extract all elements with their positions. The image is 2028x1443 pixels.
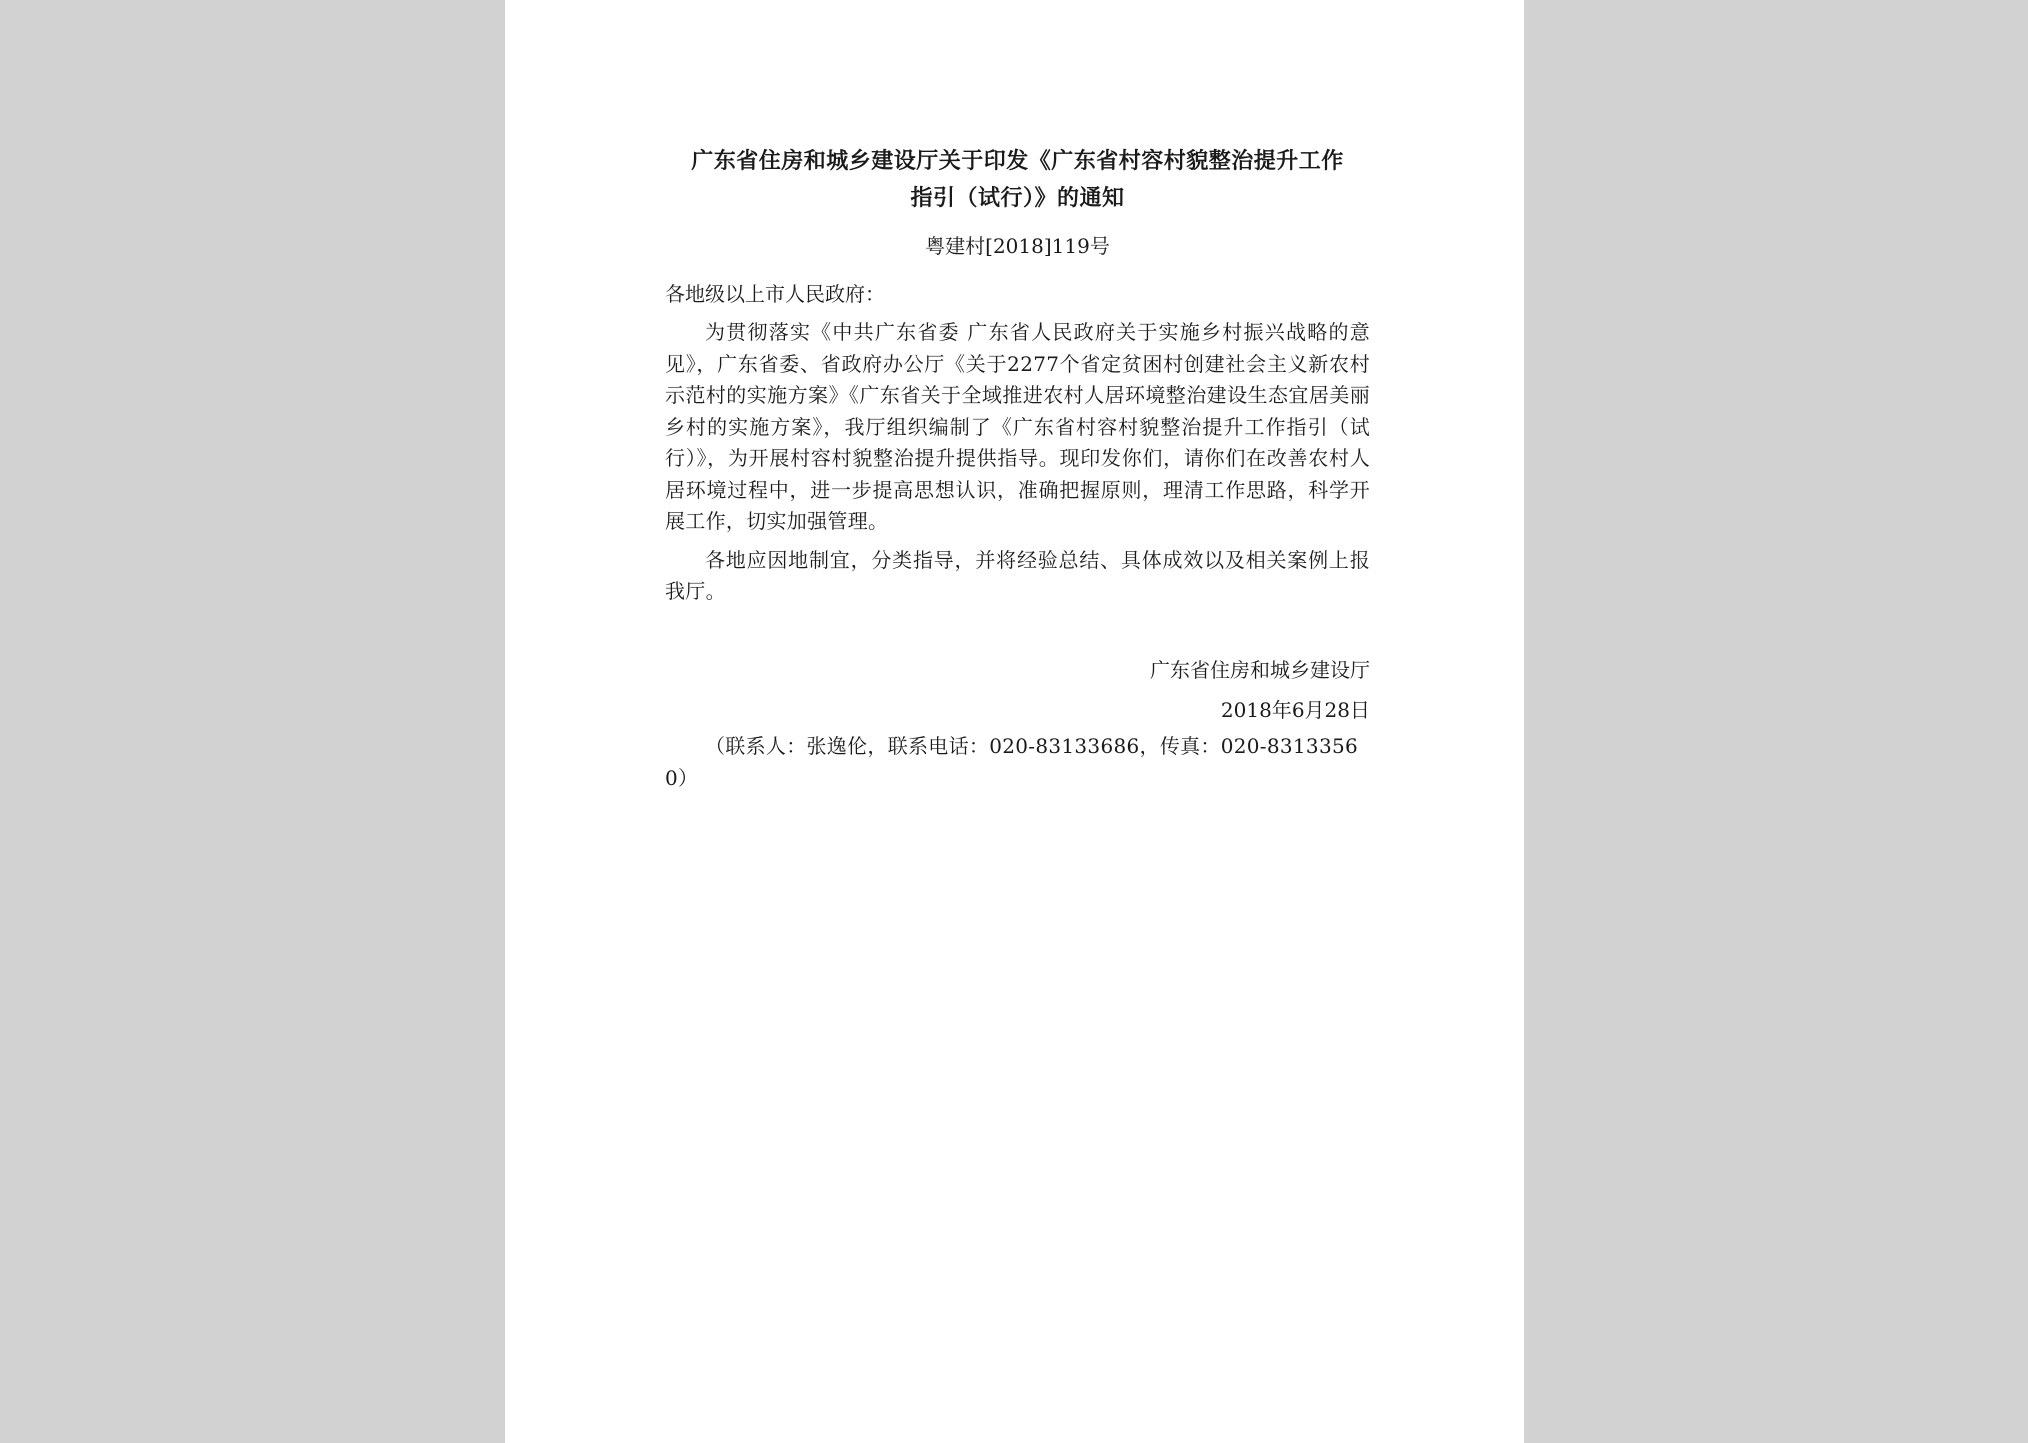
document-number: 粤建村[2018]119号 [925,234,1110,258]
body-paragraph-1: 为贯彻落实《中共广东省委 广东省人民政府关于实施乡村振兴战略的意见》，广东省委、省政府办公厅《关于2277个省定贫困村创建社会主义新农村示范村的实施方案》《广东省关于全域推进农村人居环境整治建设生态宜居美丽乡村的实施方案》，我厅组织编制了《广东省村容村貌整治提升工作指引（试行）》，为开展村容村貌整治提升提供指导。现印发你们，请你们在改善农村人居环境过程中，进一步提高思想认识，准确把握原则，理清工作思路，科学开展工作，切实加强管理。 [665,320,1370,533]
salutation: 各地级以上市人民政府： [665,282,885,306]
contact-info: （联系人：张逸伦，联系电话：020-83133686，传真：020-83133560） [665,733,1359,790]
document-page [505,0,1524,1443]
issue-date: 2018年6月28日 [1220,697,1370,722]
title-line-1: 广东省住房和城乡建设厅关于印发《广东省村容村貌整治提升工作 [691,149,1344,174]
signer: 广东省住房和城乡建设厅 [1150,657,1370,682]
body-paragraph-2: 各地应因地制宜，分类指导，并将经验总结、具体成效以及相关案例上报我厅。 [665,547,1370,603]
document-title [665,143,1370,217]
document-content [665,143,1370,794]
title-line-2: 指引（试行）》的通知 [910,186,1125,211]
